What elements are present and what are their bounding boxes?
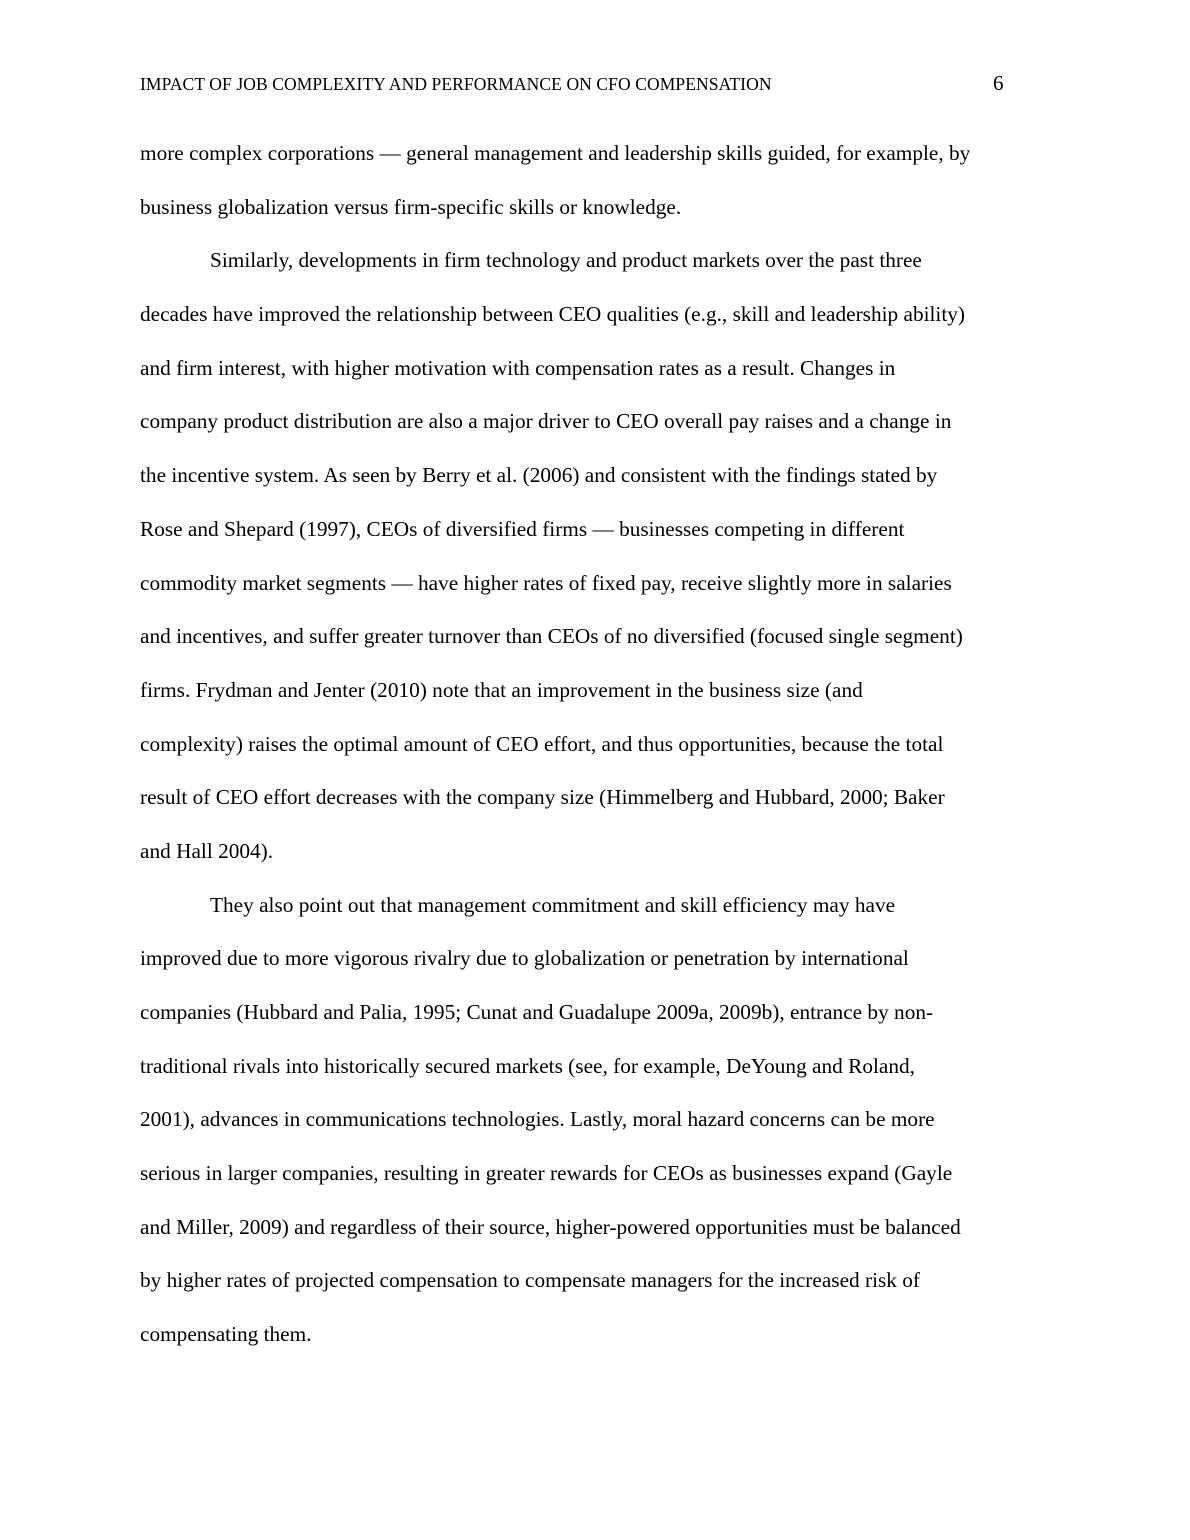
paragraph-2-line-10: complexity) raises the optimal amount of CEO effort, and thus opportunities, because the total bbox=[140, 731, 944, 756]
paragraph-2-line-5: the incentive system. As seen by Berry et al. (2006) and consistent with the findings stated by bbox=[140, 463, 938, 488]
paragraph-2-line-11: result of CEO effort decreases with the company size (Himmelberg and Hubbard, 2000; Baker bbox=[140, 785, 945, 810]
paragraph-2-line-12: and Hall 2004). bbox=[140, 838, 274, 863]
paragraph-2-line-1: Similarly, developments in firm technology and product markets over the past three bbox=[210, 248, 922, 273]
paragraph-2-line-9: firms. Frydman and Jenter (2010) note that an improvement in the business size (and bbox=[140, 677, 863, 702]
paragraph-3-line-6: serious in larger companies, resulting in greater rewards for CEOs as businesses expand (Gayle bbox=[140, 1161, 953, 1186]
paragraph-3-line-5: 2001), advances in communications technologies. Lastly, moral hazard concerns can be more bbox=[140, 1107, 935, 1132]
paragraph-3-line-4: traditional rivals into historically secured markets (see, for example, DeYoung and Roland, bbox=[140, 1053, 915, 1078]
running-head: IMPACT OF JOB COMPLEXITY AND PERFORMANCE ON CFO COMPENSATION bbox=[140, 74, 772, 94]
paragraph-2-line-4: company product distribution are also a major driver to CEO overall pay raises and a change in bbox=[140, 409, 952, 434]
paragraph-3-line-2: improved due to more vigorous rivalry due to globalization or penetration by international bbox=[140, 946, 909, 971]
paragraph-2-line-2: decades have improved the relationship between CEO qualities (e.g., skill and leadership ability) bbox=[140, 302, 966, 327]
paragraph-2-line-7: commodity market segments — have higher rates of fixed pay, receive slightly more in salaries bbox=[140, 570, 952, 595]
paragraph-3-line-1: They also point out that management commitment and skill efficiency may have bbox=[210, 892, 896, 917]
paragraph-2-line-6: Rose and Shepard (1997), CEOs of diversified firms — businesses competing in different bbox=[140, 516, 905, 541]
paragraph-3-line-3: companies (Hubbard and Palia, 1995; Cunat and Guadalupe 2009a, 2009b), entrance by non- bbox=[140, 1000, 934, 1024]
paragraph-3-line-9: compensating them. bbox=[140, 1322, 312, 1347]
page-number: 6 bbox=[993, 71, 1004, 95]
body-text bbox=[140, 127, 1055, 1362]
paragraph-3-line-8: by higher rates of projected compensation to compensate managers for the increased risk of bbox=[140, 1268, 921, 1293]
paragraph-1-line-1: more complex corporations — general management and leadership skills guided, for example, by bbox=[140, 141, 971, 165]
paragraph-2-line-3: and firm interest, with higher motivation with compensation rates as a result. Changes in bbox=[140, 355, 896, 380]
paragraph-3-line-7: and Miller, 2009) and regardless of their source, higher-powered opportunities must be balanced bbox=[140, 1214, 961, 1239]
paragraph-1-line-2: business globalization versus firm-specific skills or knowledge. bbox=[140, 194, 682, 219]
paragraph-2-line-8: and incentives, and suffer greater turnover than CEOs of no diversified (focused single segment) bbox=[140, 624, 963, 649]
